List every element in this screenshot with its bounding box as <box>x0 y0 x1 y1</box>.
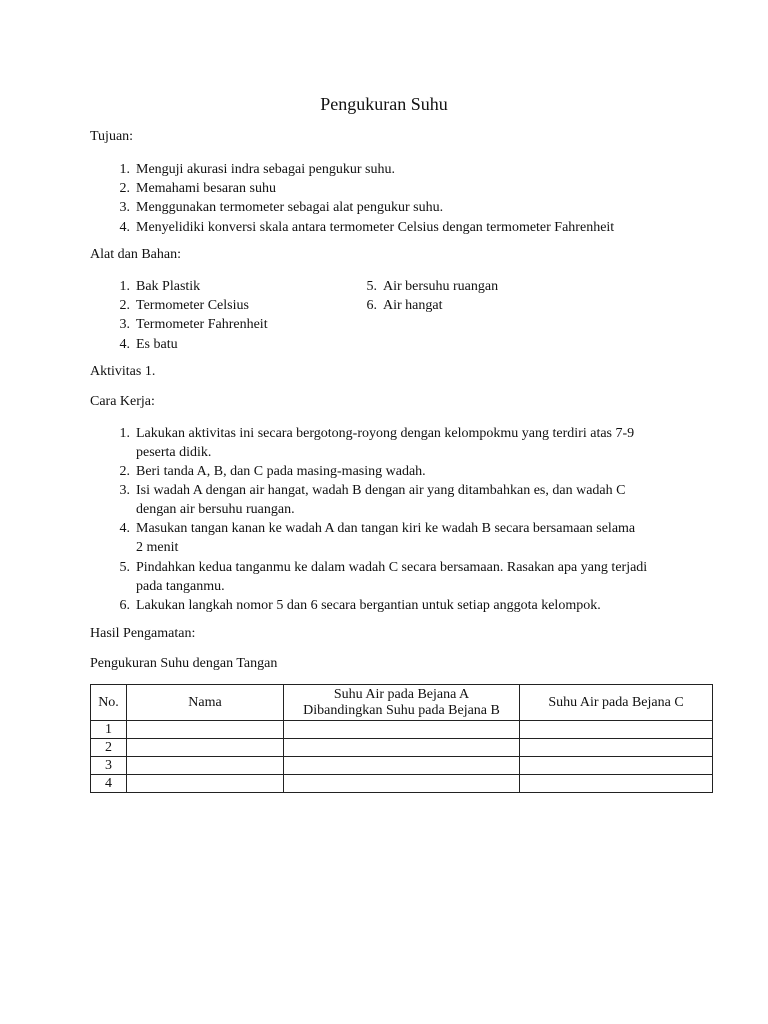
list-text-continuation: 2 menit <box>136 540 179 555</box>
list-number: 2. <box>119 181 130 196</box>
list-text: Menyelidiki konversi skala antara termometer Celsius dengan termometer Fahrenheit <box>136 220 615 235</box>
header-nama: Nama <box>127 685 284 721</box>
list-number: 3. <box>119 317 130 332</box>
header-bejana-ab-line2: Dibandingkan Suhu pada Bejana B <box>303 702 500 718</box>
cell-nama <box>127 721 284 739</box>
list-number: 4. <box>119 337 130 352</box>
list-text: Lakukan aktivitas ini secara bergotong-royong dengan kelompokmu yang terdiri atas 7-9 <box>136 426 635 441</box>
cell-bejana-ab <box>284 775 520 793</box>
list-text-continuation: dengan air bersuhu ruangan. <box>136 502 295 517</box>
table-row <box>91 757 713 775</box>
list-text: Isi wadah A dengan air hangat, wadah B dengan air yang ditambahkan es, dan wadah C <box>136 483 626 498</box>
cell-bejana-c <box>520 757 713 775</box>
header-bejana-ab-line1: Suhu Air pada Bejana A <box>333 686 470 702</box>
list-number: 1. <box>119 279 130 294</box>
row-number: 1 <box>91 721 127 739</box>
list-text: Masukan tangan kanan ke wadah A dan tangan kiri ke wadah B secara bersamaan selama <box>136 521 636 536</box>
list-text: Lakukan langkah nomor 5 dan 6 secara bergantian untuk setiap anggota kelompok. <box>136 598 601 613</box>
list-number: 4. <box>119 521 130 536</box>
row-number: 2 <box>91 739 127 757</box>
list-number: 2. <box>119 464 130 479</box>
table-row <box>91 721 713 739</box>
list-number: 3. <box>119 483 130 498</box>
list-text: Beri tanda A, B, dan C pada masing-masing wadah. <box>136 464 426 479</box>
table-header-row <box>91 685 713 721</box>
cell-bejana-ab <box>284 739 520 757</box>
header-no: No. <box>91 685 127 721</box>
list-number: 4. <box>119 220 130 235</box>
cell-nama <box>127 739 284 757</box>
cell-bejana-c <box>520 721 713 739</box>
list-text: Air hangat <box>383 298 443 313</box>
list-text: Es batu <box>136 337 178 352</box>
list-text: Menggunakan termometer sebagai alat pengukur suhu. <box>136 200 444 215</box>
list-number: 3. <box>119 200 130 215</box>
observation-table <box>90 684 713 793</box>
header-bejana-c: Suhu Air pada Bejana C <box>520 685 713 721</box>
cara-kerja-heading: Cara Kerja: <box>90 394 155 409</box>
list-text: Pindahkan kedua tanganmu ke dalam wadah C secara bersamaan. Rasakan apa yang terjadi <box>136 560 648 575</box>
list-text: Air bersuhu ruangan <box>383 279 499 294</box>
list-number: 5. <box>119 560 130 575</box>
list-number: 1. <box>119 162 130 177</box>
list-text-continuation: peserta didik. <box>136 445 212 460</box>
table-row <box>91 739 713 757</box>
cell-bejana-c <box>520 775 713 793</box>
list-text-continuation: pada tanganmu. <box>136 579 225 594</box>
hasil-heading: Hasil Pengamatan: <box>90 626 196 641</box>
row-number: 3 <box>91 757 127 775</box>
tujuan-heading: Tujuan: <box>90 129 134 144</box>
aktivitas-heading: Aktivitas 1. <box>90 364 156 379</box>
list-text: Termometer Fahrenheit <box>136 317 268 332</box>
list-text: Bak Plastik <box>136 279 201 294</box>
header-bejana-ab <box>284 685 520 721</box>
cell-bejana-ab <box>284 757 520 775</box>
list-number: 6. <box>366 298 377 313</box>
table-row <box>91 775 713 793</box>
table-title: Pengukuran Suhu dengan Tangan <box>90 656 278 671</box>
page-title: Pengukuran Suhu <box>320 94 448 114</box>
cell-bejana-ab <box>284 721 520 739</box>
cell-bejana-c <box>520 739 713 757</box>
row-number: 4 <box>91 775 127 793</box>
list-number: 5. <box>366 279 377 294</box>
list-number: 1. <box>119 426 130 441</box>
list-text: Termometer Celsius <box>136 298 249 313</box>
cell-nama <box>127 775 284 793</box>
cell-nama <box>127 757 284 775</box>
alat-heading: Alat dan Bahan: <box>90 247 181 262</box>
list-number: 6. <box>119 598 130 613</box>
list-text: Menguji akurasi indra sebagai pengukur suhu. <box>136 162 395 177</box>
list-text: Memahami besaran suhu <box>136 181 276 196</box>
list-number: 2. <box>119 298 130 313</box>
